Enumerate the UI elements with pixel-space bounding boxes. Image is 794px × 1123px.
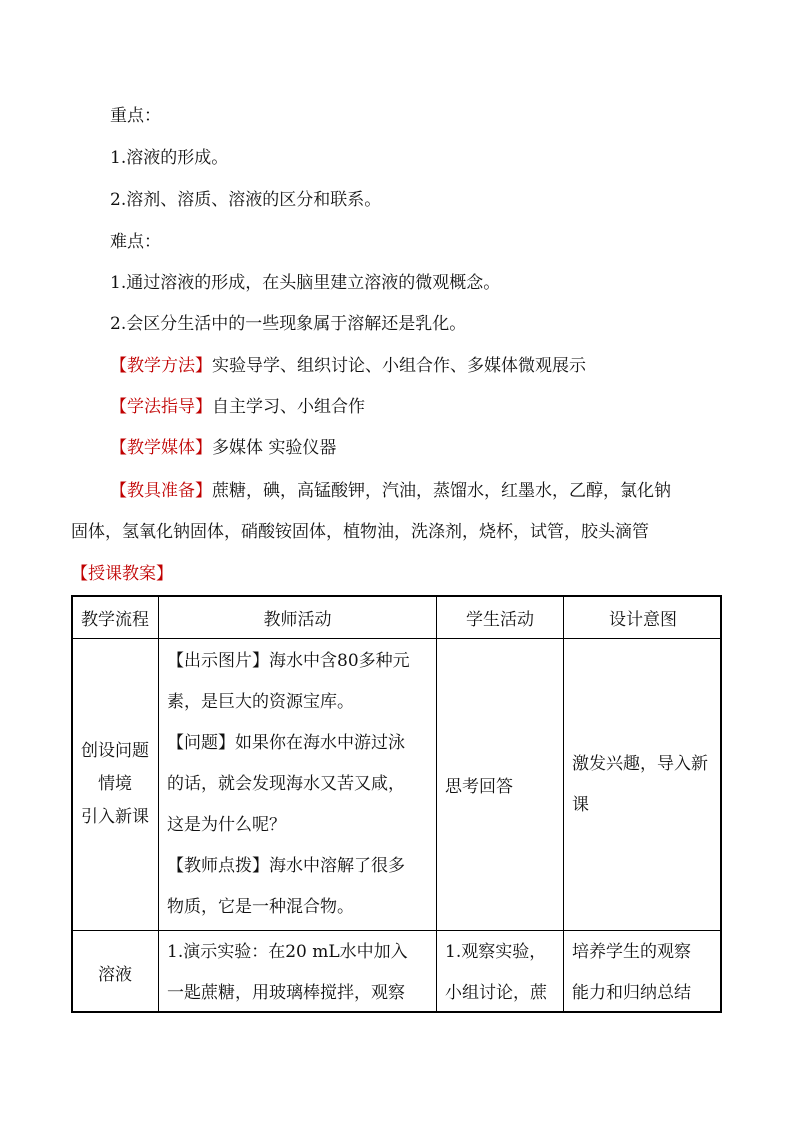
- teaching-method-label: 【教学方法】: [110, 356, 212, 376]
- teaching-media-label: 【教学媒体】: [110, 438, 212, 458]
- intent-cell: [564, 931, 723, 1014]
- study-guide: [110, 397, 365, 417]
- teaching-method: [110, 356, 586, 376]
- intent-line: 培养学生的观察: [572, 941, 691, 962]
- teaching-tools-text-1: 蔗糖，碘，高锰酸钾，汽油，蒸馏水，红墨水，乙醇，氯化钠: [212, 481, 671, 501]
- table-row: [72, 639, 723, 931]
- teacher-line: 1.演示实验：在20 mL水中加入: [167, 941, 408, 962]
- intent-line: 激发兴趣，导入新: [572, 753, 708, 774]
- intent-line: 能力和归纳总结: [572, 982, 691, 1003]
- teaching-media-text: 多媒体 实验仪器: [212, 438, 337, 458]
- teacher-line: 这是为什么呢？: [167, 815, 286, 835]
- difficulty-item-1: 1.通过溶液的形成，在头脑里建立溶液的微观概念。: [110, 273, 501, 293]
- teacher-line: 的话，就会发现海水又苦又咸，: [167, 774, 405, 794]
- teacher-line: 【问题】如果你在海水中游过泳: [167, 733, 405, 753]
- student-cell: [437, 931, 564, 1014]
- teaching-tools-label: 【教具准备】: [110, 481, 212, 501]
- teacher-line: 素，是巨大的资源宝库。: [167, 692, 354, 712]
- teacher-cell: [159, 931, 437, 1014]
- lesson-plan-table-clip: [71, 595, 722, 1013]
- flow-cell: 溶液: [72, 931, 159, 1014]
- table-row: [72, 931, 723, 1014]
- focus-item-2: 2.溶剂、溶质、溶液的区分和联系。: [110, 190, 382, 210]
- teacher-line: 【出示图片】海水中含80多种元: [167, 651, 410, 671]
- flow-line: 引入新课: [81, 807, 149, 827]
- study-guide-text: 自主学习、小组合作: [212, 397, 365, 417]
- header-student: 学生活动: [437, 596, 564, 639]
- header-teacher: 教师活动: [159, 596, 437, 639]
- teacher-line: 【教师点拨】海水中溶解了很多: [167, 856, 405, 876]
- flow-cell: [72, 639, 159, 931]
- intent-cell: [564, 639, 723, 931]
- teacher-cell: [159, 639, 437, 931]
- intent-line: 课: [572, 794, 589, 815]
- study-guide-label: 【学法指导】: [110, 397, 212, 417]
- teaching-tools: [110, 481, 671, 501]
- focus-heading: 重点：: [110, 106, 161, 126]
- teacher-line: 物质，它是一种混合物。: [167, 897, 354, 917]
- flow-line: 创设问题: [81, 741, 149, 761]
- header-flow: 教学流程: [72, 596, 159, 639]
- student-line: 小组讨论，蔗: [445, 982, 547, 1003]
- teaching-tools-text-2: 固体，氢氧化钠固体，硝酸铵固体，植物油，洗涤剂，烧杯，试管，胶头滴管: [71, 522, 649, 542]
- lesson-plan-table: [71, 595, 722, 1013]
- header-intent: 设计意图: [564, 596, 723, 639]
- focus-item-1: 1.溶液的形成。: [110, 148, 229, 168]
- teacher-line: 一匙蔗糖，用玻璃棒搅拌，观察: [167, 982, 405, 1003]
- student-cell: 思考回答: [437, 639, 564, 931]
- student-line: 1.观察实验，: [445, 941, 547, 962]
- difficulty-item-2: 2.会区分生活中的一些现象属于溶解还是乳化。: [110, 314, 467, 334]
- difficulty-heading: 难点：: [110, 232, 161, 252]
- teaching-method-text: 实验导学、组织讨论、小组合作、多媒体微观展示: [212, 356, 586, 376]
- lesson-plan-label: 【授课教案】: [71, 564, 173, 584]
- flow-line: 情境: [98, 774, 132, 794]
- teaching-media: [110, 438, 336, 458]
